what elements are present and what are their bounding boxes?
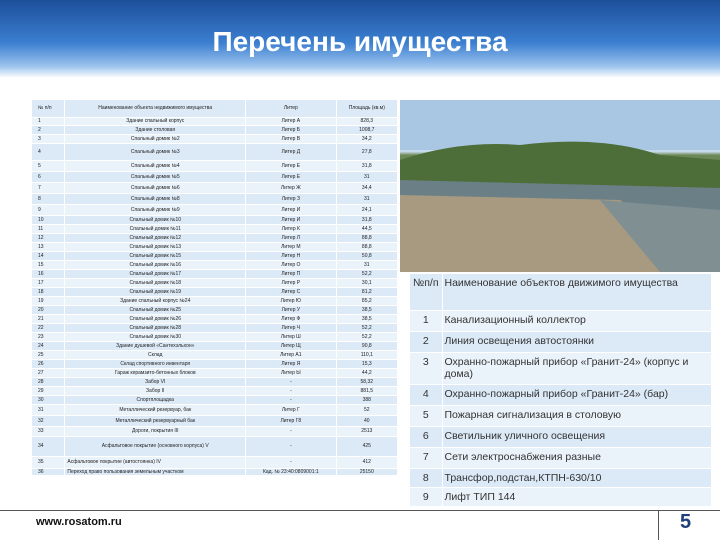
table-cell: Спальный домик №15 — [65, 251, 246, 260]
table-cell: Линия освещения автостоянки — [442, 331, 712, 352]
table-cell: 9 — [32, 204, 65, 215]
table-cell: Литер З — [246, 193, 337, 204]
table-cell: 20 — [32, 305, 65, 314]
table-row — [32, 215, 398, 224]
table-cell: 2 — [410, 331, 442, 352]
table-cell: Здание столовая — [65, 125, 246, 134]
table-cell: Асфальтовое покрытие (автостоянка) IV — [65, 456, 246, 468]
table-cell: 30,1 — [336, 278, 397, 287]
table-cell: - — [246, 456, 337, 468]
table-cell: 3 — [410, 352, 442, 384]
table-cell: 31 — [336, 193, 397, 204]
table-cell: Трансфор,подстан,КТПН-630/10 — [442, 468, 712, 487]
table-cell: 8 — [32, 193, 65, 204]
table-cell: Спальный домик №17 — [65, 269, 246, 278]
table-cell: 4 — [32, 143, 65, 160]
table-cell: 44,2 — [336, 368, 397, 377]
table-cell: 14 — [32, 251, 65, 260]
table-row — [32, 341, 398, 350]
table-cell: 1 — [32, 117, 65, 125]
table-row — [32, 224, 398, 233]
table-cell: - — [246, 377, 337, 386]
table-cell: 110,1 — [336, 350, 397, 359]
column-header: №п/п — [410, 274, 442, 310]
table-cell: Спальный домик №11 — [65, 224, 246, 233]
column-header: Площадь (кв.м) — [336, 100, 397, 117]
table-cell: Литер Щ — [246, 341, 337, 350]
table-cell: - — [246, 436, 337, 456]
table-cell: 52,2 — [336, 269, 397, 278]
table-cell: 40 — [336, 415, 397, 426]
table-cell: - — [246, 386, 337, 395]
table-cell: 31,8 — [336, 215, 397, 224]
table-cell: 31 — [32, 404, 65, 415]
table-cell: Литер Е — [246, 171, 337, 182]
table-cell: Литер И — [246, 215, 337, 224]
table-cell: 7 — [410, 447, 442, 468]
table-cell: 29 — [32, 386, 65, 395]
table-row — [32, 251, 398, 260]
table-cell: 2 — [32, 125, 65, 134]
table-row — [410, 310, 712, 331]
footer-url[interactable]: www.rosatom.ru — [36, 516, 122, 528]
table-cell: Дороги, покрытия III — [65, 426, 246, 436]
table-cell: Спальный домик №3 — [65, 143, 246, 160]
table-cell: 13 — [32, 242, 65, 251]
table-cell: 88,8 — [336, 242, 397, 251]
table-cell: 7 — [32, 182, 65, 193]
table-cell: Спальный домик №9 — [65, 204, 246, 215]
table-cell: Литер Г — [246, 404, 337, 415]
table-cell: 1 — [410, 310, 442, 331]
table-cell: 28 — [32, 377, 65, 386]
table-cell: Литер Ю — [246, 296, 337, 305]
table-cell: 12 — [32, 233, 65, 242]
table-row — [32, 350, 398, 359]
table-row — [32, 332, 398, 341]
table-cell: 9 — [410, 487, 442, 506]
table-cell: Лифт ТИП 144 — [442, 487, 712, 506]
table-cell: Литер Л — [246, 233, 337, 242]
table-cell: 19 — [32, 296, 65, 305]
table-cell: 6 — [410, 426, 442, 447]
table-row — [410, 447, 712, 468]
table-cell: 25 — [32, 350, 65, 359]
table-cell: Кад. № 23:40:0809001:1 — [246, 468, 337, 475]
table-cell: Литер А1 — [246, 350, 337, 359]
table-cell: Литер Н — [246, 251, 337, 260]
table-row — [32, 323, 398, 332]
table-cell: Спальный домик №8 — [65, 193, 246, 204]
table-header-row — [32, 100, 398, 117]
beach-photo-image — [400, 100, 720, 272]
column-header: Литер — [246, 100, 337, 117]
table-cell: Литер Ш — [246, 332, 337, 341]
table-row — [32, 143, 398, 160]
table-cell: Асфальтовое покрытие (основного корпуса) V — [65, 436, 246, 456]
page-number: 5 — [680, 511, 692, 533]
table-cell: 425 — [336, 436, 397, 456]
table-cell: 34,2 — [336, 134, 397, 143]
table-cell: 8 — [410, 468, 442, 487]
table-row — [410, 384, 712, 405]
table-cell: Спальный домик №12 — [65, 233, 246, 242]
table-cell: 5 — [32, 160, 65, 171]
table-row — [32, 368, 398, 377]
table-cell: Сети электроснабжения разные — [442, 447, 712, 468]
table-row — [410, 352, 712, 384]
table-cell: 3 — [32, 134, 65, 143]
table-cell: Литер Р — [246, 278, 337, 287]
table-cell: Спортплощадка — [65, 395, 246, 404]
table-cell: Спальный домик №16 — [65, 260, 246, 269]
table-cell: 17 — [32, 278, 65, 287]
table-row — [32, 468, 398, 475]
movable-property-table — [410, 274, 712, 507]
table-cell: Спальный домик №13 — [65, 242, 246, 251]
footer-page-divider — [658, 510, 659, 540]
table-cell: Литер С — [246, 287, 337, 296]
table-cell: Литер Ч — [246, 323, 337, 332]
table-cell: Гараж керамзито-бетонных блоков — [65, 368, 246, 377]
table-cell: 31,8 — [336, 160, 397, 171]
table-cell: - — [246, 395, 337, 404]
table-cell: 27 — [32, 368, 65, 377]
table-cell: 34 — [32, 436, 65, 456]
table-row — [32, 193, 398, 204]
table-row — [410, 468, 712, 487]
table-cell: Спальный домик №30 — [65, 332, 246, 341]
table-cell: Спальный домик №25 — [65, 305, 246, 314]
table-row — [32, 160, 398, 171]
table-cell: 15 — [32, 260, 65, 269]
table-cell: 44,5 — [336, 224, 397, 233]
table-cell: Здание спальный корпус — [65, 117, 246, 125]
table-row — [32, 134, 398, 143]
table-row — [32, 314, 398, 323]
table-cell: Пожарная сигнализация в столовую — [442, 405, 712, 426]
table-cell: 81,2 — [336, 287, 397, 296]
table-cell: 18 — [32, 287, 65, 296]
column-header: № п/п — [32, 100, 65, 117]
table-cell: Спальный домик №18 — [65, 278, 246, 287]
table-cell: Литер О — [246, 260, 337, 269]
slide-header — [0, 0, 720, 78]
table-cell: Спальный домик №28 — [65, 323, 246, 332]
table-cell: 15,3 — [336, 359, 397, 368]
table-row — [32, 415, 398, 426]
table-cell: Здание душевой «Сантехэльхон» — [65, 341, 246, 350]
table-row — [32, 117, 398, 125]
table-row — [32, 377, 398, 386]
table-cell: 24 — [32, 341, 65, 350]
table-cell: Литер А — [246, 117, 337, 125]
table-cell: Спальный домик №19 — [65, 287, 246, 296]
footer-divider — [0, 510, 720, 511]
table-cell: Охранно-пожарный прибор «Гранит-24» (корпус и дома) — [442, 352, 712, 384]
table-cell: Литер В — [246, 134, 337, 143]
table-header-row — [410, 274, 712, 310]
column-header: Наименование объектов движимого имущества — [442, 274, 712, 310]
table-cell: 1008,7 — [336, 125, 397, 134]
table-row — [32, 436, 398, 456]
table-row — [32, 233, 398, 242]
table-row — [410, 487, 712, 506]
table-row — [32, 404, 398, 415]
immovable-property-table — [32, 100, 398, 476]
table-cell: 11 — [32, 224, 65, 233]
table-cell: Переход право пользования земельным участком — [65, 468, 246, 475]
table-cell: 31 — [336, 260, 397, 269]
table-cell: Склад спортивного инвентаря — [65, 359, 246, 368]
table-cell: 52,2 — [336, 332, 397, 341]
table-row — [32, 296, 398, 305]
table-row — [32, 426, 398, 436]
table-cell: Литер К — [246, 224, 337, 233]
table-cell: 36 — [32, 468, 65, 475]
table-cell: Литер У — [246, 305, 337, 314]
table-cell: 26 — [32, 359, 65, 368]
table-row — [32, 305, 398, 314]
table-row — [32, 395, 398, 404]
table-cell: Литер Г8 — [246, 415, 337, 426]
table-cell: 388 — [336, 395, 397, 404]
table-cell: Литер И — [246, 204, 337, 215]
table-cell: 25150 — [336, 468, 397, 475]
beach-photo — [400, 100, 720, 272]
table-cell: 21 — [32, 314, 65, 323]
table-cell: Спальный домик №10 — [65, 215, 246, 224]
table-cell: Литер П — [246, 269, 337, 278]
table-cell: 34,4 — [336, 182, 397, 193]
table-row — [32, 278, 398, 287]
table-cell: 2513 — [336, 426, 397, 436]
table-row — [32, 182, 398, 193]
table-cell: 22 — [32, 323, 65, 332]
table-cell: 23 — [32, 332, 65, 341]
table-cell: 4 — [410, 384, 442, 405]
table-cell: 33 — [32, 426, 65, 436]
table-cell: Металлический резервуарный бак — [65, 415, 246, 426]
table-cell: - — [246, 426, 337, 436]
table-cell: 412 — [336, 456, 397, 468]
table-row — [32, 125, 398, 134]
table-cell: Охранно-пожарный прибор «Гранит-24» (бар) — [442, 384, 712, 405]
table-cell: Литер Д — [246, 143, 337, 160]
table-cell: 6 — [32, 171, 65, 182]
table-cell: Забор II — [65, 386, 246, 395]
table-row — [32, 204, 398, 215]
table-cell: 52,2 — [336, 323, 397, 332]
table-cell: 881,5 — [336, 386, 397, 395]
table-cell: Литер Я — [246, 359, 337, 368]
table-row — [410, 426, 712, 447]
table-cell: 90,8 — [336, 341, 397, 350]
table-row — [410, 331, 712, 352]
table-cell: Спальный домик №4 — [65, 160, 246, 171]
table-cell: 31 — [336, 171, 397, 182]
table-row — [32, 269, 398, 278]
table-cell: 30 — [32, 395, 65, 404]
table-cell: Металлический резервуар, бак — [65, 404, 246, 415]
table-cell: 828,3 — [336, 117, 397, 125]
table-cell: 38,5 — [336, 305, 397, 314]
table-cell: 35 — [32, 456, 65, 468]
table-row — [410, 405, 712, 426]
table-cell: Литер Ж — [246, 182, 337, 193]
table-cell: 50,8 — [336, 251, 397, 260]
table-row — [32, 242, 398, 251]
table-cell: Спальный домик №2 — [65, 134, 246, 143]
table-cell: Литер Ф — [246, 314, 337, 323]
table-cell: Литер Ы — [246, 368, 337, 377]
table-cell: 88,8 — [336, 233, 397, 242]
table-row — [32, 171, 398, 182]
table-cell: 10 — [32, 215, 65, 224]
table-cell: 58,32 — [336, 377, 397, 386]
table-cell: Литер Е — [246, 160, 337, 171]
table-cell: 85,2 — [336, 296, 397, 305]
table-cell: Забор VI — [65, 377, 246, 386]
table-row — [32, 386, 398, 395]
table-cell: 38,5 — [336, 314, 397, 323]
table-cell: Спальный домик №5 — [65, 171, 246, 182]
table-row — [32, 287, 398, 296]
table-cell: Канализационный коллектор — [442, 310, 712, 331]
table-cell: 27,8 — [336, 143, 397, 160]
table-cell: Спальный домик №26 — [65, 314, 246, 323]
table-cell: 24,1 — [336, 204, 397, 215]
slide-title: Перечень имущества — [212, 26, 508, 57]
table-cell: 16 — [32, 269, 65, 278]
table-cell: 52 — [336, 404, 397, 415]
table-cell: Светильник уличного освещения — [442, 426, 712, 447]
table-cell: Спальный домик №6 — [65, 182, 246, 193]
table-cell: 5 — [410, 405, 442, 426]
table-cell: Литер Б — [246, 125, 337, 134]
table-cell: Здание спальный корпус №24 — [65, 296, 246, 305]
table-cell: 32 — [32, 415, 65, 426]
table-cell: Склад — [65, 350, 246, 359]
table-row — [32, 456, 398, 468]
table-row — [32, 260, 398, 269]
column-header: Наименование объекта недвижимого имущества — [65, 100, 246, 117]
table-row — [32, 359, 398, 368]
table-cell: Литер М — [246, 242, 337, 251]
